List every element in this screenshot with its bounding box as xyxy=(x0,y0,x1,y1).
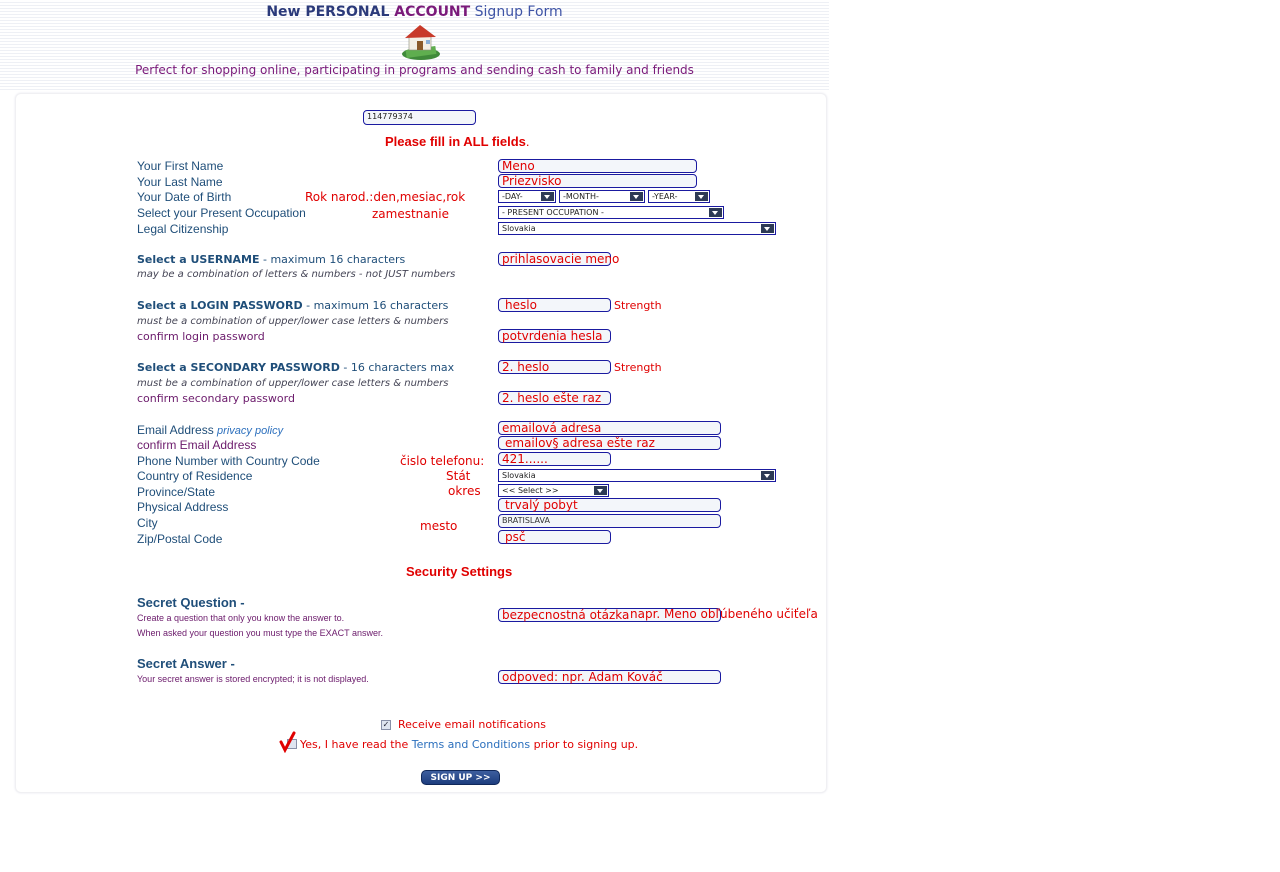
country-select[interactable] xyxy=(498,469,776,482)
account-number-field[interactable]: 114779374 xyxy=(363,110,476,125)
terms-prefix: Yes, I have read the xyxy=(300,738,412,751)
login-password-hint: must be a combination of upper/lower case letters & numbers xyxy=(137,316,449,327)
dob-day-value: -DAY- xyxy=(502,192,523,201)
house-money-icon xyxy=(400,22,442,62)
secret-question-input[interactable]: bezpecnostná otázka xyxy=(498,608,721,622)
confirm-email-label: confirm Email Address xyxy=(137,438,257,452)
login-password-title: Select a LOGIN PASSWORD xyxy=(137,299,303,312)
secret-question-title: Secret Question - xyxy=(137,595,245,610)
province-select[interactable] xyxy=(498,484,609,497)
secret-answer-input[interactable]: odpoved: npr. Adam Kováč xyxy=(498,670,721,684)
country-value: Slovakia xyxy=(502,471,536,480)
login-password-input[interactable]: heslo xyxy=(498,298,611,312)
chevron-down-icon xyxy=(594,486,607,495)
dob-month-select[interactable] xyxy=(559,190,645,203)
confirm-login-password-input[interactable]: potvrdenia hesla xyxy=(498,329,611,343)
citizenship-label: Legal Citizenship xyxy=(137,222,229,236)
last-name-input[interactable]: Priezvisko xyxy=(498,174,697,188)
citizenship-select[interactable] xyxy=(498,222,776,235)
chevron-down-icon xyxy=(761,471,774,480)
title-part-account: ACCOUNT xyxy=(394,4,471,20)
login-password-label xyxy=(137,299,448,313)
city-input[interactable]: BRATISLAVA xyxy=(498,514,721,528)
secret-answer-title: Secret Answer - xyxy=(137,656,235,671)
terms-label xyxy=(300,738,638,751)
email-label xyxy=(137,423,283,438)
chevron-down-icon xyxy=(541,192,554,201)
citizenship-value: Slovakia xyxy=(502,224,536,233)
sign-up-button[interactable]: SIGN UP >> xyxy=(421,770,500,785)
first-name-input[interactable]: Meno xyxy=(498,159,697,173)
page-title xyxy=(0,4,829,20)
first-name-label: Your First Name xyxy=(137,159,224,173)
secondary-password-hint: must be a combination of upper/lower case letters & numbers xyxy=(137,378,449,389)
occupation-select[interactable] xyxy=(498,206,724,219)
username-input[interactable]: prihlasovacie meno xyxy=(498,252,611,266)
province-annotation: okres xyxy=(448,484,481,498)
occupation-annotation: zamestnanie xyxy=(372,207,449,221)
secondary-password-rule: - 16 characters max xyxy=(339,361,455,374)
city-annotation: mesto xyxy=(420,519,458,533)
login-password-rule: - maximum 16 characters xyxy=(302,299,449,312)
confirm-secondary-password-label: confirm secondary password xyxy=(137,392,295,405)
secret-question-hint-2: When asked your question you must type the EXACT answer. xyxy=(137,628,383,638)
address-label: Physical Address xyxy=(137,500,229,514)
username-hint: may be a combination of letters & numbers - not JUST numbers xyxy=(137,269,456,280)
username-label xyxy=(137,253,405,267)
dob-year-value: -YEAR- xyxy=(652,192,678,201)
username-title: Select a USERNAME xyxy=(137,253,260,266)
occupation-label: Select your Present Occupation xyxy=(137,206,306,220)
confirm-login-password-label: confirm login password xyxy=(137,330,265,343)
login-password-strength: Strength xyxy=(614,299,662,312)
email-label-text: Email Address xyxy=(137,423,218,437)
fill-all-dot: . xyxy=(525,134,530,149)
username-rule: - maximum 16 characters xyxy=(259,253,406,266)
privacy-policy-link[interactable]: privacy policy xyxy=(217,425,284,437)
secondary-password-title: Select a SECONDARY PASSWORD xyxy=(137,361,340,374)
dob-label: Your Date of Birth xyxy=(137,190,232,204)
fill-all-notice xyxy=(385,134,530,149)
dob-annotation: Rok narod.:den,mesiac,rok xyxy=(305,190,466,204)
dob-month-value: -MONTH- xyxy=(563,192,599,201)
confirm-email-input[interactable]: emailov§ adresa ešte raz xyxy=(498,436,721,450)
title-part-new-personal: New PERSONAL xyxy=(266,4,395,20)
country-label: Country of Residence xyxy=(137,469,253,483)
phone-annotation: čislo telefonu: xyxy=(400,454,485,468)
last-name-label: Your Last Name xyxy=(137,175,223,189)
secondary-password-label xyxy=(137,361,454,375)
phone-input[interactable]: 421...... xyxy=(498,452,611,466)
dob-year-select[interactable] xyxy=(648,190,710,203)
fill-all-text: Please fill in ALL fields xyxy=(385,134,526,149)
tagline: Perfect for shopping online, participating in programs and sending cash to family and friends xyxy=(135,63,694,77)
title-part-signup-form: Signup Form xyxy=(470,4,563,20)
secret-answer-hint: Your secret answer is stored encrypted; it is not displayed. xyxy=(137,674,369,684)
zip-label: Zip/Postal Code xyxy=(137,532,223,546)
dob-day-select[interactable] xyxy=(498,190,556,203)
address-input[interactable]: trvalý pobyt xyxy=(498,498,721,512)
province-label: Province/State xyxy=(137,485,216,499)
secret-question-hint-1: Create a question that only you know the answer to. xyxy=(137,613,345,623)
terms-suffix: prior to signing up. xyxy=(530,738,639,751)
secret-question-annotation: napr. Meno obľúbeného učiťeľa xyxy=(630,607,818,621)
terms-link[interactable]: Terms and Conditions xyxy=(411,738,531,751)
chevron-down-icon xyxy=(695,192,708,201)
secondary-password-input[interactable]: 2. heslo xyxy=(498,360,611,374)
chevron-down-icon xyxy=(761,224,774,233)
zip-input[interactable]: psč xyxy=(498,530,611,544)
occupation-value: - PRESENT OCCUPATION - xyxy=(502,208,604,217)
email-notifications-checkbox[interactable]: ✓ xyxy=(382,720,390,729)
country-annotation: Stát xyxy=(446,469,471,483)
red-check-mark-icon xyxy=(279,731,297,753)
email-notifications-label: Receive email notifications xyxy=(398,718,546,731)
phone-label: Phone Number with Country Code xyxy=(137,454,320,468)
province-value: << Select >> xyxy=(502,486,559,495)
chevron-down-icon xyxy=(630,192,643,201)
security-settings-heading: Security Settings xyxy=(406,564,513,579)
confirm-secondary-password-input[interactable]: 2. heslo ešte raz xyxy=(498,391,611,405)
secondary-password-strength: Strength xyxy=(614,361,662,374)
chevron-down-icon xyxy=(709,208,722,217)
email-input[interactable]: emailová adresa xyxy=(498,421,721,435)
city-label: City xyxy=(137,516,158,530)
